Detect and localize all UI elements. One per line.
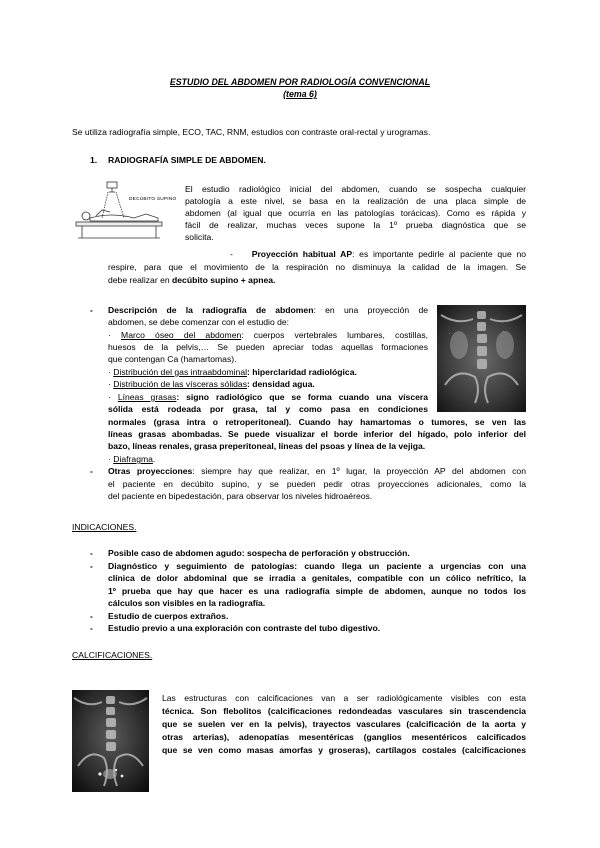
otras-text: : siempre hay que realizar, en 1º lugar, la proyección AP del abdomen con	[192, 466, 526, 476]
grasas-label: Líneas grasas	[117, 392, 177, 402]
marco-oseo-line-1	[108, 330, 428, 342]
ap-projection-line-2: respire, para que el movimiento de la respiración no disminuya la calidad de la imagen. Se	[108, 262, 526, 272]
indicacion-4-dash: -	[90, 623, 93, 633]
otras-line-1	[108, 466, 526, 478]
section1-line-3: abdomen (al igual que ocurría en las patologías torácicas). Como es rápida y	[185, 208, 526, 218]
indicacion-3: Estudio de cuerpos extraños.	[108, 611, 229, 621]
grasas-line-5: bazo, líneas renales, grasa preperitoneal, líneas del psoas y línea de la vejiga.	[108, 441, 426, 451]
indicacion-2-line-3: 1º prueba que hay que hacer es una radiografía simple de abdomen, aunque no todos los	[108, 586, 526, 596]
marco-oseo-label: Marco óseo del abdomen	[121, 330, 242, 340]
section-number: 1.	[90, 155, 98, 165]
otras-dash: -	[90, 466, 93, 476]
otras-line-2: el paciente en decúbito supino, y se pueden pedir otras proyecciones adicionales, como la	[108, 479, 526, 489]
ap-projection-text: : es importante pedirle al paciente que no	[352, 249, 526, 259]
indicaciones-heading: INDICACIONES.	[72, 522, 137, 532]
indicacion-1: Posible caso de abdomen agudo: sospecha de perforación y obstrucción.	[108, 548, 410, 558]
description-dash: -	[90, 305, 93, 315]
gas-text: : hiperclaridad radiológica.	[247, 367, 357, 377]
indicacion-4: Estudio previo a una exploración con contraste del tubo digestivo.	[108, 623, 381, 633]
indicacion-1-dash: -	[90, 548, 93, 558]
calcificaciones-line-3: que se suelen ver en la pelvis), trayectos vasculares (calcificación de la aorta y	[162, 719, 526, 729]
section1-line-5: solicita.	[185, 232, 214, 242]
indicacion-2-line-2: clínica de dolor abdominal que se irradia a genitales, compatible con un cólico nefrítico, la	[108, 573, 526, 583]
otras-line-3: del paciente en bipedestación, para observar los niveles hidroaéreos.	[108, 491, 373, 501]
ap-projection-bold: decúbito supino + apnea.	[172, 275, 276, 285]
grasas-line-1	[108, 392, 428, 404]
diafragma-label: Diafragma	[113, 454, 153, 464]
marco-oseo-line-2: huesos de la pelvis,… Se pueden apreciar todas aquellas formaciones	[108, 342, 428, 352]
calcificaciones-line-4: otras arterias), adenopatías mesentéricas (ganglios mesentéricos calcificados	[162, 732, 526, 742]
grasas-line-4: líneas grasas abombadas. Se puede visualizar el borde inferior del hígado, polo inferior del	[108, 429, 526, 439]
calcificaciones-line-1: Las estructuras con calcificaciones van a ser radiológicamente visibles con esta	[162, 693, 526, 703]
document-subtitle: (tema 6)	[283, 89, 317, 99]
svg-text:·: ·	[449, 331, 451, 336]
ap-projection-line-3	[108, 275, 275, 287]
supine-position-figure	[72, 180, 172, 242]
document-title: ESTUDIO DEL ABDOMEN POR RADIOLOGÍA CONVENCIONAL	[169, 77, 431, 87]
indicacion-2-line-1: Diagnóstico y seguimiento de patologías: cuando llega un paciente a urgencias con una	[108, 561, 526, 571]
description-line-2: abdomen, se debe comenzar con el estudio de:	[108, 317, 290, 327]
indicacion-3-dash: -	[90, 611, 93, 621]
calcification-xray-image	[72, 690, 149, 792]
section-heading: RADIOGRAFÍA SIMPLE DE ABDOMEN.	[108, 155, 266, 165]
description-line-1	[108, 305, 428, 317]
intro-paragraph: Se utiliza radiografía simple, ECO, TAC, RNM, estudios con contraste oral-rectal y urogramas.	[72, 127, 431, 137]
description-label: Descripción de la radiografía de abdomen	[108, 305, 314, 315]
dot-bullet: ·	[108, 330, 111, 340]
ap-projection-pre: debe realizar en	[108, 275, 173, 285]
dot-bullet: ·	[108, 367, 111, 377]
visceras-label: Distribución de las vísceras sólidas	[113, 379, 248, 389]
otras-label: Otras proyecciones	[108, 466, 193, 476]
ap-projection-line-1	[230, 249, 526, 261]
dot-bullet: ·	[108, 454, 111, 464]
calcificaciones-line-5: que se ven como masas amorfas y groseras), cartílagos costales (calcificaciones	[162, 745, 526, 755]
section1-line-4: fácil de realizar, muchas veces supone la 1º prueba diagnóstica que se	[185, 220, 526, 230]
grasas-line-3: normales (grasa intra o retroperitoneal). Cuando hay hamartomas o tumores, se ven las	[108, 417, 526, 427]
figure-label: DECÚBITO SUPINO	[129, 197, 177, 202]
gas-line	[108, 367, 357, 379]
calcificaciones-line-2: técnica. Son flebolitos (calcificaciones redondeadas vasculares sin trascendencia	[162, 706, 526, 716]
gas-label: Distribución del gas intraabdominal	[113, 367, 248, 377]
description-line-1-text: : en una proyección de	[313, 305, 428, 315]
diafragma-line: · Diafragma.	[108, 454, 156, 464]
visceras-text: : densidad agua.	[247, 379, 315, 389]
dot-bullet: ·	[108, 379, 111, 389]
visceras-line	[108, 379, 315, 391]
marco-oseo-text: : cuerpos vertebrales lumbares, costillas,	[241, 330, 429, 340]
indicacion-2-line-4: cálculos son visibles en la radiografía.	[108, 598, 266, 608]
calcificaciones-heading: CALCIFICACIONES.	[72, 650, 153, 660]
abdominal-xray-image	[437, 305, 526, 412]
dot-bullet: ·	[108, 392, 111, 402]
grasas-line-2: sólida está rodeada por grasa, tal y como pasa en condiciones	[108, 404, 428, 414]
grasas-text: : signo radiológico que se forma cuando una víscera	[176, 392, 429, 402]
dash-bullet: -	[230, 249, 233, 259]
ap-projection-label: Proyección habitual AP	[251, 249, 353, 259]
section1-line-1: El estudio radiológico inicial del abdomen, cuando se sospecha cualquier	[185, 184, 526, 194]
svg-text:·: ·	[503, 329, 505, 334]
section1-line-2: patología a este nivel, se basa en la realización de una placa simple de	[185, 196, 526, 206]
indicacion-2-dash: -	[90, 561, 93, 571]
marco-oseo-line-3: que contengan Ca (hamartomas).	[108, 354, 237, 364]
